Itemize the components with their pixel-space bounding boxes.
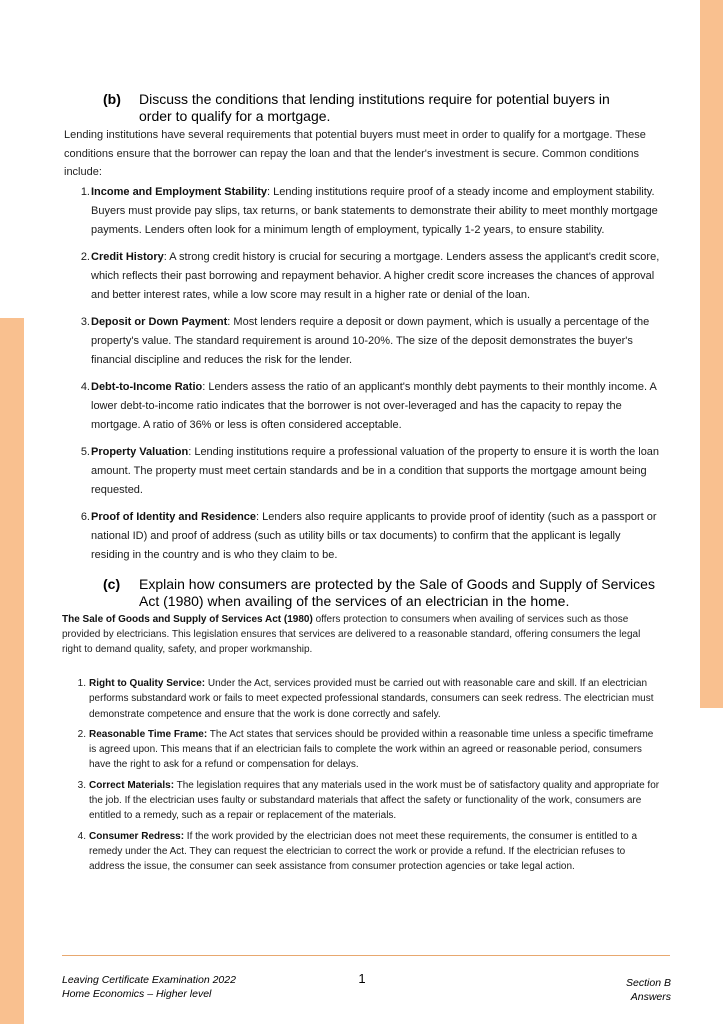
answer-b-intro: Lending institutions have several requirements that potential buyers must meet in order to qualify for a mortgage. These conditions ensure that the borrower can repay the loan and that the lender's investment is secure. Common conditions include: (64, 129, 646, 178)
list-item-text: The Act states that services should be provided within a reasonable time unless a specific timeframe is agreed upon. This means that if an electrician fails to complete the work within an agreed or reasonable period, consumers have the right to ask for a refund or compensation for delays. (89, 728, 654, 771)
list-item-title: Correct Materials: (89, 779, 175, 791)
list-item-number: 4. (77, 830, 86, 842)
list-item-number: 4. (80, 381, 90, 393)
list-item-text: If the work provided by the electrician does not meet these requirements, the consumer is entitled to a remedy under the Act. They can request the electrician to correct the work or provide a refund. If the electrician refuses to address the issue, the consumer can seek assistance from consumer protection agencies or take legal action. (89, 830, 638, 873)
list-item-title: Debt-to-Income Ratio (91, 381, 203, 393)
list-item-title: Credit History (91, 251, 164, 263)
list-item-number: 2. (77, 728, 86, 740)
list-item-text: Most lenders require a deposit or down payment, which is usually a percentage of the property's value. The standard requirement is around 10-20%. The size of the deposit demonstrates the buyer's financial discipline and reduces the risk for the lender. (91, 316, 650, 366)
footer-exam-info (62, 973, 236, 1001)
list-item-number: 1. (80, 186, 90, 198)
list-item-text: Lending institutions require proof of a steady income and employment stability. Buyers must provide pay slips, tax returns, or bank statements to demonstrate their ability to meet monthly mortgage payments. Lenders often look for a minimum length of employment, typically 1-2 years, to ensure stability. (91, 186, 658, 236)
list-item-text: Lenders assess the ratio of an applicant's monthly debt payments to their monthly income. A lower debt-to-income ratio indicates that the borrower is not over-leveraged and has the capacity to repay the mortgage. A ratio of 36% or less is often considered acceptable. (91, 381, 657, 431)
footer-answers-label: Answers (630, 991, 671, 1003)
list-item: 6. Proof of Identity and Residence: Lenders also require applicants to provide proof of identity (such as a passport or national ID) and proof of address (such as utility bills or tax documents) to confirm that the applicant is legally residing in the country and is who they claim to be. (70, 508, 662, 565)
decorative-side-bar-left (0, 318, 24, 1024)
list-item-title: Consumer Redress: (89, 830, 185, 842)
question-b-letter: (b) (103, 91, 121, 107)
footer-exam-title: Leaving Certificate Examination 2022 (62, 974, 236, 986)
list-item-text: Lenders also require applicants to provide proof of identity (such as a passport or national ID) and proof of address (such as utility bills or tax documents) to confirm that the applicant is legally residing in the country and is who they claim to be. (91, 511, 657, 561)
list-item-number: 6. (80, 511, 90, 523)
answer-c-intro: The Sale of Goods and Supply of Services Act (1980) offers protection to consumers when availing of services such as those provided by electricians. This legislation ensures that services are delivered to a reasonable standard, offering consumers the legal right to demand quality, safety, and proper workmanship. (62, 614, 641, 655)
list-item-number: 2. (80, 251, 90, 263)
footer-divider (62, 955, 670, 956)
list-item-title: Property Valuation (91, 446, 189, 458)
footer-section-info (626, 976, 671, 1004)
list-item-text: Lending institutions require a professional valuation of the property to ensure it is worth the loan amount. The property must meet certain standards and be in a condition that supports the mortgage amount being requested. (91, 446, 660, 496)
decorative-side-bar-right (700, 0, 723, 708)
question-c-letter: (c) (103, 576, 121, 592)
list-item-text: The legislation requires that any materials used in the work must be of satisfactory quality and appropriate for the job. If the electrician uses faulty or substandard materials that affect the safety or functionality of the work, consumers are entitled to a remedy, such as a repair or replacement of the materials. (89, 779, 660, 822)
list-item-title: Deposit or Down Payment (91, 316, 228, 328)
list-item: 5. Property Valuation: Lending institutions require a professional valuation of the property to ensure it is worth the loan amount. The property must meet certain standards and be in a condition that supports the mortgage amount being requested. (70, 443, 662, 500)
list-item-title: Income and Employment Stability (91, 186, 268, 198)
list-item-title: Reasonable Time Frame: (89, 728, 208, 740)
answer-c-list (70, 676, 662, 880)
list-item (70, 778, 662, 824)
list-item: 1. Income and Employment Stability: Lending institutions require proof of a steady income and employment stability. Buyers must provide pay slips, tax returns, or bank statements to demonstrate their ability to meet monthly mortgage payments. Lenders often look for a minimum length of employment, typically 1-2 years, to ensure stability. (70, 183, 662, 240)
question-b-text: Discuss the conditions that lending institutions require for potential buyers in order to qualify for a mortgage. (139, 91, 610, 124)
list-item-title: Right to Quality Service: (89, 678, 206, 689)
list-item: 4. Debt-to-Income Ratio: Lenders assess the ratio of an applicant's monthly debt payments to their monthly income. A lower debt-to-income ratio indicates that the borrower is not over-leveraged and has the capacity to repay the mortgage. A ratio of 36% or less is often considered acceptable. (70, 378, 662, 435)
question-c-text: Explain how consumers are protected by the Sale of Goods and Supply of Services Act (1980) when availing of the services of an electrician in the home. (139, 576, 655, 609)
list-item (70, 727, 662, 773)
list-item-number: 5. (80, 446, 90, 458)
list-item-text: Under the Act, services provided must be carried out with reasonable care and skill. If an electrician performs substandard work or fails to meet expected professional standards, consumers can seek redress. The electrician must demonstrate competence and ensure that the work is done correctly and safely. (89, 678, 654, 720)
page-number: 1 (358, 971, 366, 986)
footer-section-label: Section B (626, 977, 671, 989)
act-name: The Sale of Goods and Supply of Services Act (1980) (62, 614, 313, 625)
list-item: 3. Deposit or Down Payment: Most lenders require a deposit or down payment, which is usually a percentage of the property's value. The standard requirement is around 10-20%. The size of the deposit demonstrates the buyer's financial discipline and reduces the risk for the lender. (70, 313, 662, 370)
list-item-number: 3. (80, 316, 90, 328)
answer-b-list (70, 183, 662, 573)
question-c-heading (103, 576, 659, 610)
list-item: 2. Credit History: A strong credit history is crucial for securing a mortgage. Lenders assess the applicant's credit score, which reflects their past borrowing and repayment behavior. A higher credit score increases the chances of approval and better interest rates, while a low score may result in a higher rate or denial of the loan. (70, 248, 662, 305)
question-b-heading (103, 91, 639, 125)
list-item-title: Proof of Identity and Residence (91, 511, 257, 523)
list-item-number: 1. (77, 678, 86, 689)
list-item-number: 3. (77, 779, 86, 791)
list-item-text: A strong credit history is crucial for securing a mortgage. Lenders assess the applicant's credit score, which reflects their past borrowing and repayment behavior. A higher credit score increases the chances of approval and better interest rates, while a low score may result in a higher rate or denial of the loan. (91, 251, 660, 301)
list-item (70, 829, 662, 875)
list-item (70, 676, 662, 722)
footer-subject-level: Home Economics – Higher level (62, 988, 212, 1000)
